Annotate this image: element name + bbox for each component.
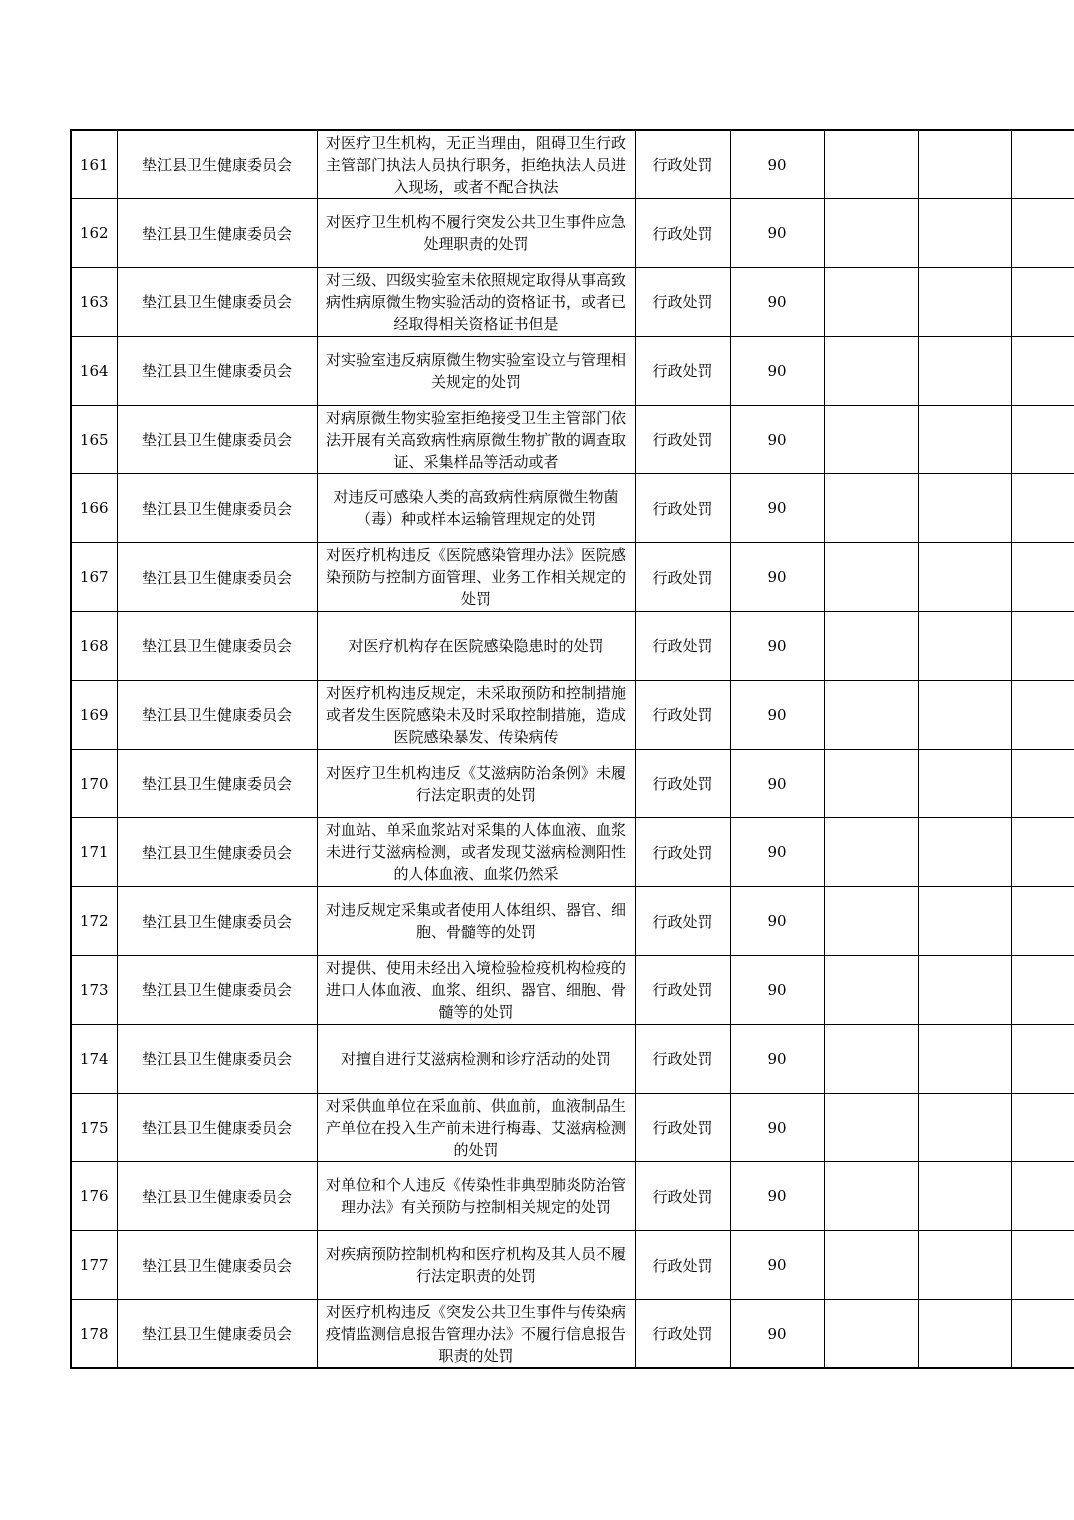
department-name: 垫江县卫生健康委员会 — [141, 499, 292, 518]
table-row — [71, 612, 1074, 681]
blank-cell-cell — [918, 680, 1011, 749]
row-number: 173 — [79, 980, 109, 999]
blank-cell-cell — [918, 130, 1011, 199]
item-description-cell — [317, 1024, 635, 1093]
item-description: 对医疗机构违反《突发公共卫生事件与传染病疫情监测信息报告管理办法》不履行信息报告职责的处罚 — [325, 1302, 626, 1365]
table-row — [71, 887, 1074, 956]
blank-cell-cell — [824, 1093, 918, 1162]
time-limit-cell — [730, 268, 824, 337]
department-name-cell — [117, 887, 317, 956]
item-type: 行政处罚 — [652, 499, 713, 518]
item-type-cell — [635, 1162, 730, 1231]
row-number: 170 — [79, 774, 109, 793]
blank-cell-cell — [824, 612, 918, 681]
time-limit: 90 — [767, 843, 787, 862]
item-description: 对单位和个人违反《传染性非典型肺炎防治管理办法》有关预防与控制相关规定的处罚 — [325, 1176, 626, 1217]
department-name: 垫江县卫生健康委员会 — [141, 293, 292, 312]
time-limit-cell — [730, 1162, 824, 1231]
time-limit-cell — [730, 887, 824, 956]
item-description-cell — [317, 1162, 635, 1231]
item-type: 行政处罚 — [652, 1187, 713, 1206]
item-type-cell — [635, 612, 730, 681]
department-name: 垫江县卫生健康委员会 — [141, 912, 292, 931]
row-number-cell — [71, 199, 117, 268]
time-limit: 90 — [767, 1118, 787, 1137]
department-name: 垫江县卫生健康委员会 — [141, 1325, 292, 1344]
item-type: 行政处罚 — [652, 293, 713, 312]
time-limit: 90 — [767, 499, 787, 518]
time-limit-cell — [730, 1300, 824, 1369]
item-type-cell — [635, 268, 730, 337]
department-name: 垫江县卫生健康委员会 — [141, 1119, 292, 1138]
item-type: 行政处罚 — [652, 156, 713, 175]
blank-cell-cell — [824, 818, 918, 887]
time-limit-cell — [730, 130, 824, 199]
item-type-cell — [635, 818, 730, 887]
department-name: 垫江县卫生健康委员会 — [141, 843, 292, 862]
blank-cell-cell — [918, 543, 1011, 612]
item-description-cell — [317, 336, 635, 405]
table-row — [71, 680, 1074, 749]
blank-cell-cell — [918, 887, 1011, 956]
blank-cell-cell — [1011, 680, 1074, 749]
blank-cell-cell — [1011, 1300, 1074, 1369]
table-row — [71, 1231, 1074, 1300]
blank-cell-cell — [1011, 1093, 1074, 1162]
row-number: 172 — [79, 912, 109, 931]
item-type: 行政处罚 — [652, 912, 713, 931]
department-name-cell — [117, 130, 317, 199]
blank-cell-cell — [918, 336, 1011, 405]
department-name-cell — [117, 956, 317, 1025]
time-limit: 90 — [767, 705, 787, 724]
item-description-cell — [317, 956, 635, 1025]
blank-cell-cell — [1011, 1231, 1074, 1300]
blank-cell-cell — [824, 268, 918, 337]
time-limit-cell — [730, 1093, 824, 1162]
time-limit: 90 — [767, 1256, 787, 1275]
row-number-cell — [71, 1231, 117, 1300]
item-type-cell — [635, 1231, 730, 1300]
time-limit: 90 — [767, 155, 787, 174]
time-limit: 90 — [767, 980, 787, 999]
department-name-cell — [117, 268, 317, 337]
time-limit: 90 — [767, 430, 787, 449]
item-type-cell — [635, 543, 730, 612]
blank-cell-cell — [1011, 268, 1074, 337]
item-description-cell — [317, 612, 635, 681]
department-name: 垫江县卫生健康委员会 — [141, 1050, 292, 1069]
item-type: 行政处罚 — [652, 568, 713, 587]
item-description: 对提供、使用未经出入境检验检疫机构检疫的进口人体血液、血浆、组织、器官、细胞、骨髓等的处罚 — [325, 958, 626, 1021]
blank-cell-cell — [918, 1024, 1011, 1093]
time-limit: 90 — [767, 568, 787, 587]
department-name: 垫江县卫生健康委员会 — [141, 362, 292, 381]
blank-cell-cell — [1011, 199, 1074, 268]
department-name: 垫江县卫生健康委员会 — [141, 706, 292, 725]
department-name-cell — [117, 1093, 317, 1162]
blank-cell-cell — [1011, 887, 1074, 956]
row-number-cell — [71, 1300, 117, 1369]
blank-cell-cell — [1011, 818, 1074, 887]
blank-cell-cell — [918, 1231, 1011, 1300]
item-description: 对采供血单位在采血前、供血前，血液制品生产单位在投入生产前未进行梅毒、艾滋病检测的处罚 — [325, 1096, 626, 1159]
row-number: 171 — [79, 843, 109, 862]
department-name: 垫江县卫生健康委员会 — [141, 431, 292, 450]
table-body — [71, 130, 1074, 1368]
department-name-cell — [117, 543, 317, 612]
time-limit: 90 — [767, 1324, 787, 1343]
department-name-cell — [117, 1162, 317, 1231]
row-number: 163 — [79, 292, 109, 311]
department-name-cell — [117, 336, 317, 405]
time-limit: 90 — [767, 912, 787, 931]
item-description: 对三级、四级实验室未依照规定取得从事高致病性病原微生物实验活动的资格证书，或者已经取得相关资格证书但是 — [325, 270, 626, 333]
item-type: 行政处罚 — [652, 843, 713, 862]
time-limit: 90 — [767, 224, 787, 243]
item-type-cell — [635, 749, 730, 818]
item-type-cell — [635, 887, 730, 956]
department-name-cell — [117, 818, 317, 887]
table-row — [71, 405, 1074, 474]
item-type: 行政处罚 — [652, 1119, 713, 1138]
blank-cell-cell — [918, 612, 1011, 681]
item-description-cell — [317, 680, 635, 749]
row-number: 161 — [79, 155, 109, 174]
blank-cell-cell — [1011, 612, 1074, 681]
blank-cell-cell — [824, 199, 918, 268]
item-description: 对医疗卫生机构不履行突发公共卫生事件应急处理职责的处罚 — [325, 213, 626, 254]
department-name: 垫江县卫生健康委员会 — [141, 981, 292, 1000]
department-name: 垫江县卫生健康委员会 — [141, 1187, 292, 1206]
item-type-cell — [635, 1300, 730, 1369]
time-limit-cell — [730, 474, 824, 543]
row-number-cell — [71, 680, 117, 749]
time-limit-cell — [730, 680, 824, 749]
row-number: 177 — [79, 1256, 109, 1275]
time-limit-cell — [730, 405, 824, 474]
department-name-cell — [117, 612, 317, 681]
blank-cell-cell — [1011, 405, 1074, 474]
item-description: 对血站、单采血浆站对采集的人体血液、血浆未进行艾滋病检测，或者发现艾滋病检测阳性的人体血液、血浆仍然采 — [325, 821, 626, 884]
blank-cell-cell — [1011, 1024, 1074, 1093]
time-limit-cell — [730, 818, 824, 887]
items-table — [70, 129, 1074, 1369]
time-limit-cell — [730, 749, 824, 818]
row-number: 176 — [79, 1187, 109, 1206]
item-description-cell — [317, 405, 635, 474]
row-number: 174 — [79, 1049, 109, 1068]
row-number-cell — [71, 1024, 117, 1093]
item-type-cell — [635, 1024, 730, 1093]
row-number: 162 — [79, 224, 109, 243]
blank-cell-cell — [918, 818, 1011, 887]
time-limit-cell — [730, 1024, 824, 1093]
item-description: 对疾病预防控制机构和医疗机构及其人员不履行法定职责的处罚 — [325, 1245, 626, 1286]
item-description-cell — [317, 543, 635, 612]
table-row — [71, 1024, 1074, 1093]
item-type: 行政处罚 — [652, 224, 713, 243]
item-description: 对医疗机构违反规定，未采取预防和控制措施或者发生医院感染未及时采取控制措施，造成医院感染暴发、传染病传 — [325, 683, 626, 746]
row-number: 168 — [79, 636, 109, 655]
department-name-cell — [117, 199, 317, 268]
row-number-cell — [71, 1093, 117, 1162]
row-number: 165 — [79, 430, 109, 449]
department-name-cell — [117, 1231, 317, 1300]
item-description-cell — [317, 268, 635, 337]
row-number-cell — [71, 612, 117, 681]
blank-cell-cell — [824, 887, 918, 956]
table-row — [71, 749, 1074, 818]
time-limit: 90 — [767, 292, 787, 311]
table-row — [71, 474, 1074, 543]
department-name: 垫江县卫生健康委员会 — [141, 156, 292, 175]
item-description: 对病原微生物实验室拒绝接受卫生主管部门依法开展有关高致病性病原微生物扩散的调查取证、采集样品等活动或者 — [325, 408, 626, 471]
department-name: 垫江县卫生健康委员会 — [141, 775, 292, 794]
item-description: 对医疗卫生机构违反《艾滋病防治条例》未履行法定职责的处罚 — [325, 763, 626, 804]
item-description-cell — [317, 199, 635, 268]
blank-cell-cell — [824, 130, 918, 199]
row-number: 178 — [79, 1324, 109, 1343]
time-limit-cell — [730, 543, 824, 612]
row-number: 169 — [79, 705, 109, 724]
department-name-cell — [117, 1024, 317, 1093]
row-number: 166 — [79, 499, 109, 518]
blank-cell-cell — [918, 1300, 1011, 1369]
item-description-cell — [317, 818, 635, 887]
department-name-cell — [117, 680, 317, 749]
blank-cell-cell — [824, 680, 918, 749]
blank-cell-cell — [1011, 543, 1074, 612]
item-type: 行政处罚 — [652, 706, 713, 725]
row-number-cell — [71, 956, 117, 1025]
item-type: 行政处罚 — [652, 637, 713, 656]
blank-cell-cell — [1011, 336, 1074, 405]
blank-cell-cell — [1011, 956, 1074, 1025]
blank-cell-cell — [918, 1162, 1011, 1231]
row-number-cell — [71, 818, 117, 887]
department-name-cell — [117, 474, 317, 543]
table-row — [71, 130, 1074, 199]
row-number: 175 — [79, 1118, 109, 1137]
item-description-cell — [317, 887, 635, 956]
blank-cell-cell — [824, 1300, 918, 1369]
item-description: 对医疗机构存在医院感染隐患时的处罚 — [348, 636, 604, 655]
item-type: 行政处罚 — [652, 362, 713, 381]
item-description-cell — [317, 749, 635, 818]
table-row — [71, 956, 1074, 1025]
blank-cell-cell — [1011, 474, 1074, 543]
table-row — [71, 1162, 1074, 1231]
blank-cell-cell — [824, 1024, 918, 1093]
row-number-cell — [71, 268, 117, 337]
blank-cell-cell — [918, 474, 1011, 543]
blank-cell-cell — [824, 336, 918, 405]
table-row — [71, 1093, 1074, 1162]
item-description-cell — [317, 474, 635, 543]
table-row — [71, 199, 1074, 268]
row-number-cell — [71, 405, 117, 474]
department-name: 垫江县卫生健康委员会 — [141, 224, 292, 243]
row-number-cell — [71, 749, 117, 818]
item-description-cell — [317, 1231, 635, 1300]
item-type-cell — [635, 956, 730, 1025]
item-type-cell — [635, 130, 730, 199]
blank-cell-cell — [824, 1231, 918, 1300]
item-type: 行政处罚 — [652, 1256, 713, 1275]
time-limit-cell — [730, 336, 824, 405]
blank-cell-cell — [824, 956, 918, 1025]
row-number-cell — [71, 130, 117, 199]
item-description: 对违反规定采集或者使用人体组织、器官、细胞、骨髓等的处罚 — [325, 901, 626, 942]
item-type: 行政处罚 — [652, 981, 713, 1000]
table-row — [71, 543, 1074, 612]
table-row — [71, 336, 1074, 405]
item-type-cell — [635, 1093, 730, 1162]
row-number-cell — [71, 543, 117, 612]
blank-cell-cell — [824, 1162, 918, 1231]
table-row — [71, 1300, 1074, 1369]
department-name-cell — [117, 405, 317, 474]
item-type-cell — [635, 405, 730, 474]
blank-cell-cell — [1011, 130, 1074, 199]
blank-cell-cell — [824, 405, 918, 474]
blank-cell-cell — [918, 405, 1011, 474]
item-type: 行政处罚 — [652, 431, 713, 450]
time-limit: 90 — [767, 1187, 787, 1206]
blank-cell-cell — [824, 474, 918, 543]
department-name: 垫江县卫生健康委员会 — [141, 568, 292, 587]
row-number-cell — [71, 1162, 117, 1231]
row-number-cell — [71, 474, 117, 543]
blank-cell-cell — [824, 749, 918, 818]
department-name-cell — [117, 749, 317, 818]
blank-cell-cell — [918, 268, 1011, 337]
item-type-cell — [635, 199, 730, 268]
blank-cell-cell — [918, 956, 1011, 1025]
department-name-cell — [117, 1300, 317, 1369]
item-type: 行政处罚 — [652, 1050, 713, 1069]
blank-cell-cell — [824, 543, 918, 612]
time-limit-cell — [730, 612, 824, 681]
blank-cell-cell — [918, 749, 1011, 818]
time-limit-cell — [730, 956, 824, 1025]
department-name: 垫江县卫生健康委员会 — [141, 637, 292, 656]
department-name: 垫江县卫生健康委员会 — [141, 1256, 292, 1275]
item-description-cell — [317, 1093, 635, 1162]
row-number-cell — [71, 336, 117, 405]
time-limit-cell — [730, 1231, 824, 1300]
row-number: 164 — [79, 361, 109, 380]
item-type: 行政处罚 — [652, 1325, 713, 1344]
row-number-cell — [71, 887, 117, 956]
blank-cell-cell — [1011, 749, 1074, 818]
blank-cell-cell — [918, 199, 1011, 268]
item-description-cell — [317, 130, 635, 199]
table-row — [71, 818, 1074, 887]
time-limit-cell — [730, 199, 824, 268]
item-description: 对医疗卫生机构，无正当理由，阻碍卫生行政主管部门执法人员执行职务，拒绝执法人员进入现场，或者不配合执法 — [325, 133, 626, 196]
item-description-cell — [317, 1300, 635, 1369]
time-limit: 90 — [767, 1049, 787, 1068]
item-type: 行政处罚 — [652, 775, 713, 794]
blank-cell-cell — [1011, 1162, 1074, 1231]
item-description: 对违反可感染人类的高致病性病原微生物菌（毒）种或样本运输管理规定的处罚 — [333, 488, 619, 529]
item-description: 对医疗机构违反《医院感染管理办法》医院感染预防与控制方面管理、业务工作相关规定的处罚 — [325, 546, 626, 609]
item-type-cell — [635, 474, 730, 543]
row-number: 167 — [79, 568, 109, 587]
time-limit: 90 — [767, 636, 787, 655]
item-type-cell — [635, 336, 730, 405]
item-type-cell — [635, 680, 730, 749]
time-limit: 90 — [767, 774, 787, 793]
blank-cell-cell — [918, 1093, 1011, 1162]
item-description: 对擅自进行艾滋病检测和诊疗活动的处罚 — [340, 1049, 611, 1068]
time-limit: 90 — [767, 361, 787, 380]
item-description: 对实验室违反病原微生物实验室设立与管理相关规定的处罚 — [325, 350, 626, 391]
table-row — [71, 268, 1074, 337]
